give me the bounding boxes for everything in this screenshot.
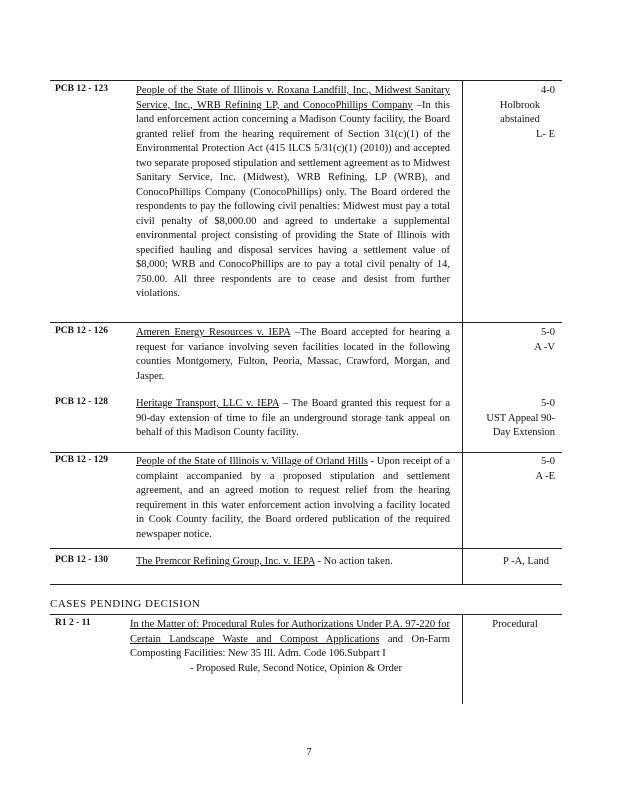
- vote-code: Procedural: [492, 619, 538, 630]
- case-summary: and On-Farm Composting Facilities: New 35 Ill. Adm. Code 106.Subpart I: [130, 633, 450, 659]
- case-description: [136, 555, 450, 570]
- case-summary: - No action taken.: [314, 556, 393, 567]
- vote-count: 4-0: [541, 85, 555, 96]
- vote-count: 5-0: [541, 456, 555, 467]
- case-description: [136, 397, 450, 441]
- case-subline: - Proposed Rule, Second Notice, Opinion & Order: [190, 662, 403, 674]
- case-title: Heritage Transport, LLC v. IEPA: [136, 398, 279, 409]
- case-title: Ameren Energy Resources v. IEPA: [136, 327, 291, 338]
- case-title: People of the State of Illinois v. Roxana Landfill, Inc., Midwest Sanitary Service, Inc., WRB Refining LP, and ConocoPhillips Company: [136, 85, 450, 111]
- vote-code: P -A, Land: [503, 556, 549, 567]
- case-number: PCB 12 - 123: [55, 84, 109, 94]
- case-vote: [455, 455, 555, 484]
- case-summary: –In this land enforcement action concerning a Madison County facility, the Board granted relief from the hearing requirement of Section 31(c)(1) of the Environmental Protection Act (415 ILCS 5/31(c)(1) (2010)) and accepted two separate proposed stipulation and settlement agreement as to Midwest Sanitary Service, Inc. (Midwest), WRB Refining, LP (WRB), and ConocoPhillips Company (ConocoPhillips) only. The Board ordered the respondents to pay the following civil penalties: Midwest must pay a total civil penalty of $8,000.00 and agreed to undertake a supplemental environmental project consisting of providing the State of Illinois with specified hauling and disposal services having a settlement value of $8,000; WRB and ConocoPhillips are to pay a total civil penalty of 14, 750.00. All three respondents are to cease and desist from further violations.: [136, 99, 450, 299]
- vote-note: abstained: [500, 114, 540, 125]
- section-heading: CASES PENDING DECISION: [50, 598, 201, 610]
- row-divider: [50, 322, 562, 323]
- case-number: PCB 12 - 130: [55, 555, 109, 565]
- vote-code: A -V: [534, 341, 555, 353]
- case-vote: [455, 397, 555, 441]
- case-vote: [455, 326, 555, 355]
- case-summary: – The Board granted this request for a 90-day extension of time to file an underground storage tank appeal on behalf of this Madison County facility.: [136, 398, 450, 438]
- table-bottom-rule: [50, 584, 562, 585]
- case-summary: –The Board accepted for hearing a request for variance involving seven facilities located in the following counties Montgomery, Fulton, Peoria, Massac, Crawford, Morgan, and Jasper.: [136, 327, 450, 382]
- case-title: In the Matter of: Procedural Rules for Authorizations Under P.A. 97-220 for Certain Landscape Waste and Compost Applications: [130, 619, 450, 645]
- pending-table-top-rule: [50, 614, 562, 615]
- case-title: The Premcor Refining Group, Inc. v. IEPA: [136, 556, 315, 567]
- vote-count: 5-0: [541, 327, 555, 338]
- vote-note: Day Extension: [492, 427, 555, 438]
- vote-code: A -E: [535, 470, 555, 482]
- case-vote: [455, 555, 555, 570]
- case-description: [136, 455, 450, 542]
- case-vote: [455, 84, 555, 142]
- row-divider: [50, 548, 562, 549]
- vote-note: Holbrook: [499, 99, 541, 111]
- case-description: [136, 84, 450, 302]
- case-number: PCB 12 - 126: [55, 326, 109, 336]
- vote-code: L- E: [536, 128, 555, 140]
- case-number: PCB 12 - 129: [55, 455, 109, 465]
- page-number: 7: [306, 747, 312, 758]
- vote-count: 5-0: [541, 398, 555, 409]
- case-number: PCB 12 - 128: [55, 397, 109, 407]
- case-description: [136, 326, 450, 384]
- row-divider: [50, 452, 562, 453]
- case-summary: - Upon receipt of a complaint accompanied by a proposed stipulation and settlement agreement, and an agreed motion to request relief from the hearing requirement in this water enforcement action involving a facility located in Cook County facility, the Board ordered publication of the required newspaper notice.: [136, 456, 450, 540]
- case-number: R1 2 - 11: [55, 618, 91, 628]
- case-title: People of the State of Illinois v. Village of Orland Hills: [136, 456, 368, 467]
- case-vote: [455, 618, 555, 633]
- vote-note: UST Appeal 90-: [486, 412, 555, 424]
- table-top-rule: [50, 80, 562, 81]
- case-description: [130, 618, 450, 676]
